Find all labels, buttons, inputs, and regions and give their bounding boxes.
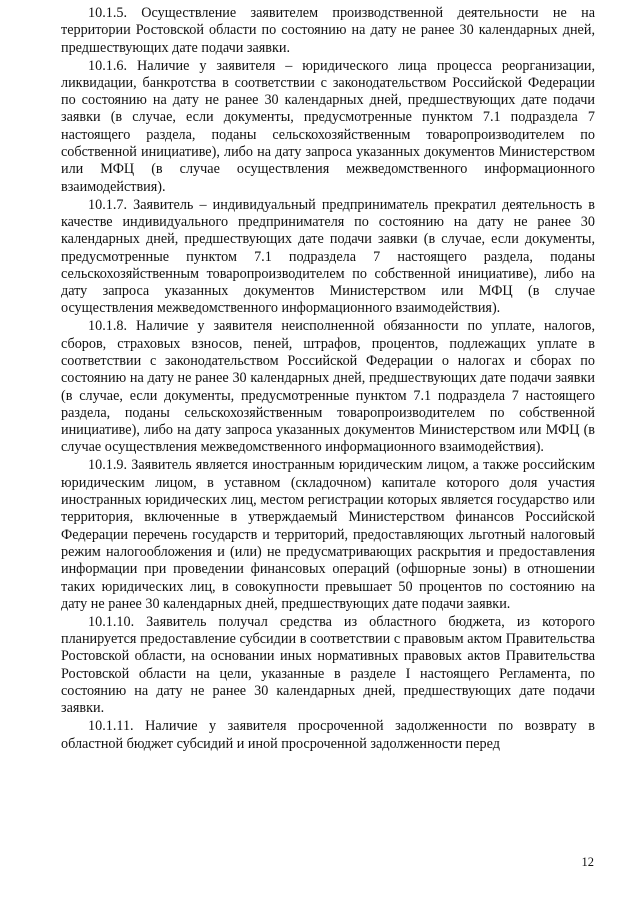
document-body	[61, 5, 595, 754]
paragraph-10-1-10: 10.1.10. Заявитель получал средства из областного бюджета, из которого планируется предоставление субсидии в соответствии с правовым актом Правительства Ростовской области, на основании иных нормативных правовых актов Правительства Ростовской области на цели, указанные в разделе I настоящего Регламента, по состоянию на дату не ранее 30 календарных дней, предшествующих дате подачи заявки.	[61, 613, 595, 717]
paragraph-10-1-7: 10.1.7. Заявитель – индивидуальный предприниматель прекратил деятельность в качестве индивидуального предпринимателя по состоянию на дату не ранее 30 календарных дней, предшествующих дате подачи заявки (в случае, если документы, предусмотренные пунктом 7.1 подраздела 7 настоящего раздела, поданы сельскохозяйственным товаропроизводителем по собственной инициативе), либо на дату запроса указанных документов Министерством или МФЦ (в случае осуществления межведомственного информационного взаимодействия).	[61, 196, 595, 317]
page-number: 12	[581, 855, 594, 869]
paragraph-10-1-8: 10.1.8. Наличие у заявителя неисполненной обязанности по уплате, налогов, сборов, страховых взносов, пеней, штрафов, процентов, подлежащих уплате в соответствии с законодательством Российской Федерации о налогах и сборах по состоянию на дату не ранее 30 календарных дней, предшествующих дате подачи заявки (в случае, если документы, предусмотренные пунктом 7.1 подраздела 7 настоящего раздела, поданы сельскохозяйственным товаропроизводителем по собственной инициативе), либо на дату запроса указанных документов Министерством или МФЦ (в случае осуществления межведомственного информационного взаимодействия).	[61, 318, 595, 456]
paragraph-10-1-6: 10.1.6. Наличие у заявителя – юридического лица процесса реорганизации, ликвидации, банкротства в соответствии с законодательством Российской Федерации по состоянию на дату не ранее 30 календарных дней, предшествующих дате подачи заявки (в случае, если документы, предусмотренные пунктом 7.1 подраздела 7 настоящего раздела, поданы сельскохозяйственным товаропроизводителем по собственной инициативе), либо на дату запроса указанных документов Министерством или МФЦ (в случае осуществления межведомственного информационного взаимодействия).	[61, 57, 595, 195]
paragraph-10-1-9: 10.1.9. Заявитель является иностранным юридическим лицом, а также российским юридическим лицом, в уставном (складочном) капитале которого доля участия иностранных юридических лиц, местом регистрации которых является государство или территория, включенные в утверждаемый Министерством финансов Российской Федерации перечень государств и территорий, предоставляющих льготный налоговый режим налогообложения и (или) не предусматривающих раскрытия и предоставления информации при проведении финансовых операций (офшорные зоны) в отношении таких юридических лиц, в совокупности превышает 50 процентов по состоянию на дату не ранее 30 календарных дней, предшествующих дате подачи заявки.	[61, 457, 595, 612]
paragraph-10-1-11: 10.1.11. Наличие у заявителя просроченной задолженности по возврату в областной бюджет субсидий и иной просроченной задолженности перед	[61, 718, 595, 752]
paragraph-10-1-5: 10.1.5. Осуществление заявителем производственной деятельности не на территории Ростовской области по состоянию на дату не ранее 30 календарных дней, предшествующих дате подачи заявки.	[61, 5, 595, 56]
